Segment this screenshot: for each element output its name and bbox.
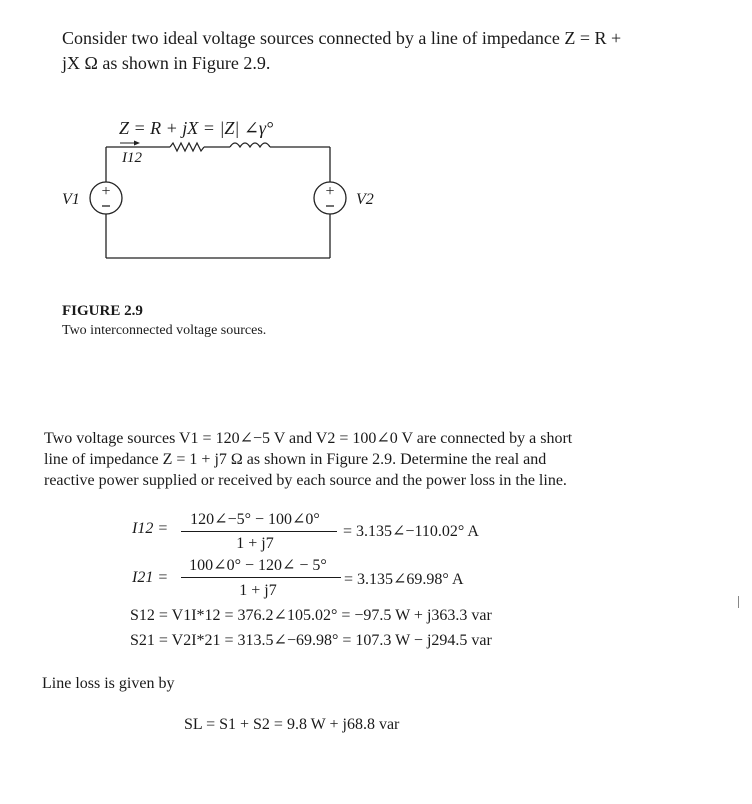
v2-plus-sign: + [325,183,335,200]
inductor-symbol [230,143,270,147]
i12-denominator: 1 + j7 [236,535,274,552]
current-label: I12 [122,150,142,166]
i21-result: = 3.135∠69.98° A [344,571,464,588]
impedance-label: Z = R + jX = |Z| ∠γ° [119,118,274,138]
problem-line-2: line of impedance Z = 1 + j7 Ω as shown in Figure 2.9. Determine the real and [44,451,547,468]
figure-caption: Two interconnected voltage sources. [62,323,267,338]
figure-title: FIGURE 2.9 [62,303,143,319]
i21-fraction-bar [181,577,341,578]
circuit-diagram [0,0,752,300]
line-loss-equation: SL = S1 + S2 = 9.8 W + j68.8 var [184,716,400,733]
s21-equation: S21 = V2I*21 = 313.5∠−69.98° = 107.3 W − j294.5 var [130,632,492,649]
v2-label: V2 [356,191,374,208]
i12-result: = 3.135∠−110.02° A [343,523,479,540]
scan-edge-mark [738,596,739,608]
i21-denominator: 1 + j7 [239,582,277,599]
line-loss-text: Line loss is given by [42,675,175,692]
intro-line-1: Consider two ideal voltage sources connected by a line of impedance Z = R + [62,28,622,48]
i21-lhs: I21 = [132,569,169,586]
s12-equation: S12 = V1I*12 = 376.2∠105.02° = −97.5 W + j363.3 var [130,607,492,624]
problem-line-3: reactive power supplied or received by each source and the power loss in the line. [44,472,567,489]
v1-label: V1 [62,191,80,208]
i21-numerator: 100∠0° − 120∠ − 5° [189,557,327,574]
i12-lhs: I12 = [132,520,169,537]
resistor-symbol [170,143,204,151]
v1-plus-sign: + [101,183,111,200]
i12-fraction-bar [181,531,337,532]
current-arrow-head [134,141,140,146]
problem-paragraph [44,428,572,491]
problem-line-1: Two voltage sources V1 = 120∠−5 V and V2 = 100∠0 V are connected by a short [44,430,573,447]
i12-numerator: 120∠−5° − 100∠0° [190,511,320,528]
intro-line-2: jX Ω as shown in Figure 2.9. [62,53,271,73]
